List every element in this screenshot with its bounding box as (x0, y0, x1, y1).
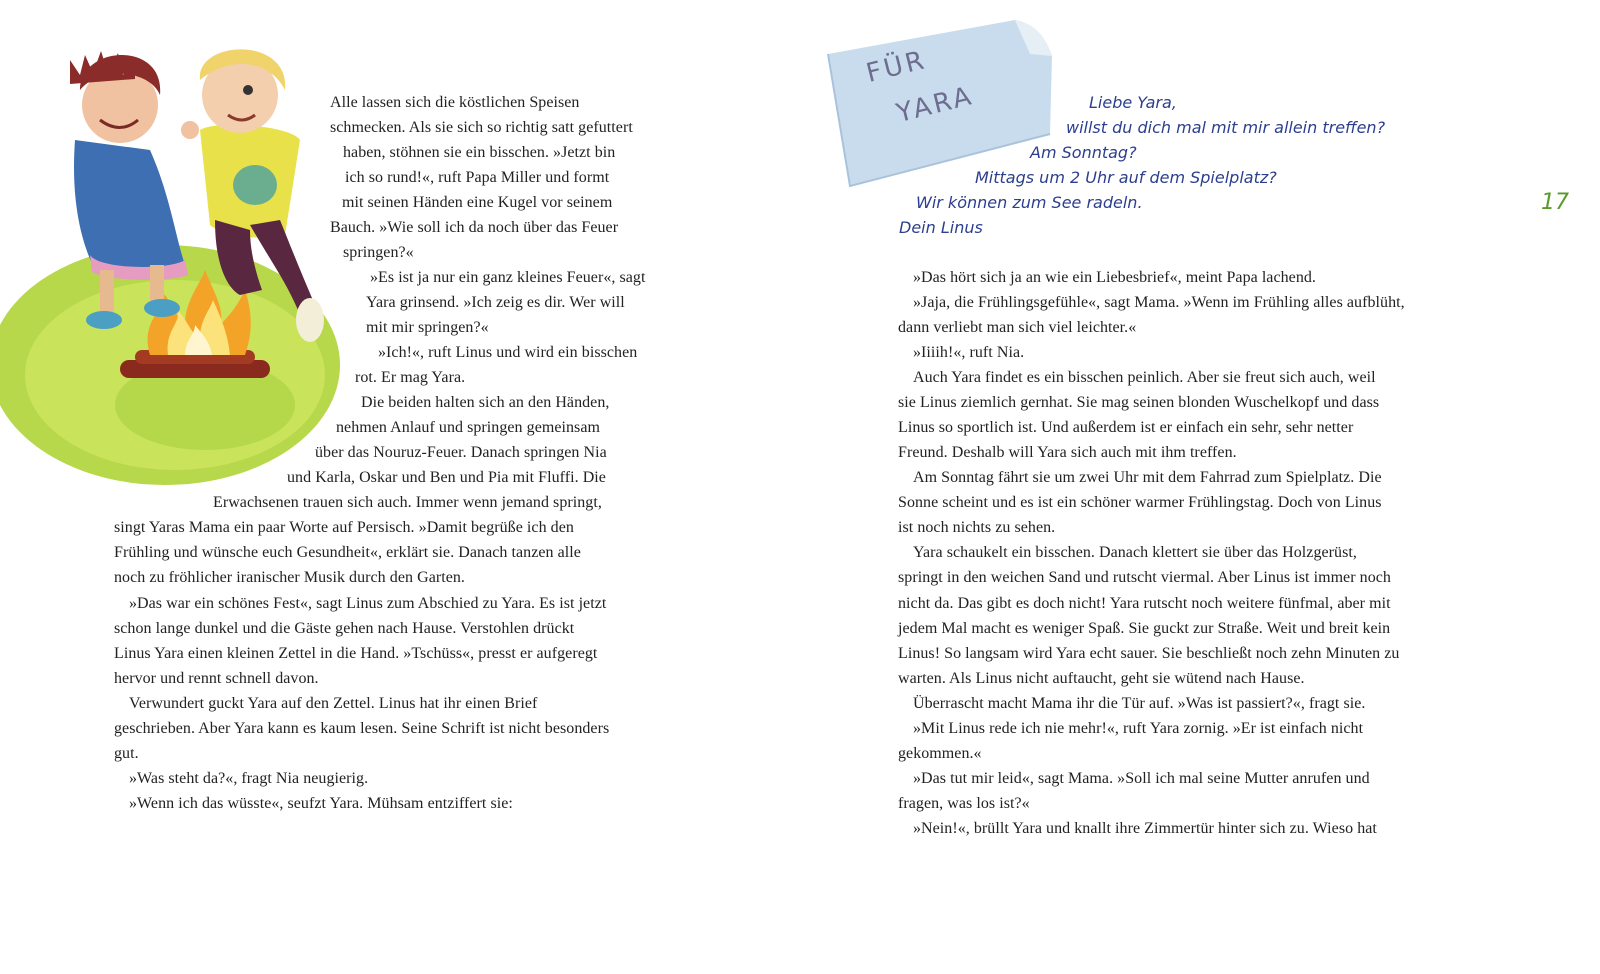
text-line: Am Sonntag fährt sie um zwei Uhr mit dem Fahrrad zum Spielplatz. Die (913, 469, 1382, 486)
text-line: fragen, was los ist?« (898, 795, 1030, 812)
text-line: »Was steht da?«, fragt Nia neugierig. (129, 770, 369, 787)
text-line: »Nein!«, brüllt Yara und knallt ihre Zimmertür hinter sich zu. Wieso hat (913, 820, 1377, 837)
letter-line: Liebe Yara, (1089, 93, 1177, 112)
text-line: ich so rund!«, ruft Papa Miller und formt (345, 169, 610, 186)
text-line: Auch Yara findet es ein bisschen peinlich. Aber sie freut sich auch, weil (913, 369, 1376, 386)
text-line: »Das hört sich ja an wie ein Liebesbrief«, meint Papa lachend. (913, 269, 1316, 286)
text-line: Verwundert guckt Yara auf den Zettel. Linus hat ihr einen Brief (129, 695, 538, 712)
text-line: Freund. Deshalb will Yara sich auch mit ihm treffen. (898, 444, 1237, 461)
text-line: »Ich!«, ruft Linus und wird ein bisschen (378, 344, 638, 361)
text-line: Alle lassen sich die köstlichen Speisen (330, 94, 580, 111)
text-line: Linus! So langsam wird Yara echt sauer. Sie beschließt noch zehn Minuten zu (898, 645, 1400, 662)
children-jumping-over-fire-illustration (0, 20, 340, 490)
text-line: Frühling und wünsche euch Gesundheit«, erklärt sie. Danach tanzen alle (114, 544, 581, 561)
text-line: Bauch. »Wie soll ich da noch über das Feuer (330, 219, 619, 236)
text-line: haben, stöhnen sie ein bisschen. »Jetzt bin (343, 144, 616, 161)
text-line: singt Yaras Mama ein paar Worte auf Persisch. »Damit begrüße ich den (114, 519, 574, 536)
text-line: Erwachsenen trauen sich auch. Immer wenn jemand springt, (213, 494, 602, 511)
text-line: Sonne scheint und es ist ein schöner warmer Frühlingstag. Doch von Linus (898, 494, 1382, 511)
note-card-label: YARA (893, 80, 977, 130)
text-line: schmecken. Als sie sich so richtig satt gefuttert (330, 119, 633, 136)
text-line: Linus so sportlich ist. Und außerdem ist er einfach ein sehr, sehr netter (898, 419, 1354, 436)
text-line: Linus Yara einen kleinen Zettel in die Hand. »Tschüss«, presst er aufgeregt (114, 645, 598, 662)
letter-line: Wir können zum See radeln. (916, 193, 1143, 212)
text-line: »Das war ein schönes Fest«, sagt Linus zum Abschied zu Yara. Es ist jetzt (129, 595, 607, 612)
text-line: über das Nouruz-Feuer. Danach springen Nia (315, 444, 607, 461)
text-line: rot. Er mag Yara. (355, 369, 466, 386)
text-line: schon lange dunkel und die Gäste gehen nach Hause. Verstohlen drückt (114, 620, 575, 637)
text-line: sie Linus ziemlich gernhat. Sie mag seinen blonden Wuschelkopf und dass (898, 394, 1380, 411)
text-line: mit mir springen?« (366, 319, 489, 336)
text-line: noch zu fröhlicher iranischer Musik durch den Garten. (114, 569, 465, 586)
text-line: »Das tut mir leid«, sagt Mama. »Soll ich mal seine Mutter anrufen und (913, 770, 1370, 787)
text-line: gekommen.« (898, 745, 982, 762)
letter-line: Dein Linus (899, 218, 983, 237)
text-line: ist noch nichts zu sehen. (898, 519, 1056, 536)
text-line: »Mit Linus rede ich nie mehr!«, ruft Yara zornig. »Er ist einfach nicht (913, 720, 1364, 737)
text-line: Überrascht macht Mama ihr die Tür auf. »Was ist passiert?«, fragt sie. (913, 695, 1366, 712)
text-line: nehmen Anlauf und springen gemeinsam (336, 419, 600, 436)
text-line: springt in den weichen Sand und rutscht viermal. Aber Linus ist immer noch (898, 569, 1391, 586)
text-line: »Es ist ja nur ein ganz kleines Feuer«, sagt (370, 269, 646, 286)
text-line: jedem Mal macht es weniger Spaß. Sie guckt zur Straße. Weit und breit kein (898, 620, 1391, 637)
text-line: geschrieben. Aber Yara kann es kaum lesen. Seine Schrift ist nicht besonders (114, 720, 610, 737)
letter-line: willst du dich mal mit mir allein treffen? (1066, 118, 1386, 137)
text-line: gut. (114, 745, 139, 762)
text-line: mit seinen Händen eine Kugel vor seinem (342, 194, 613, 211)
page-number: 17 (1541, 190, 1569, 215)
text-line: und Karla, Oskar und Ben und Pia mit Fluffi. Die (287, 469, 606, 486)
text-line: warten. Als Linus nicht auftaucht, geht sie wütend nach Hause. (898, 670, 1305, 687)
text-line: nicht da. Das gibt es doch nicht! Yara rutscht noch weitere fünfmal, aber mit (898, 595, 1391, 612)
letter-line: Am Sonntag? (1030, 143, 1137, 162)
letter-line: Mittags um 2 Uhr auf dem Spielplatz? (975, 168, 1277, 187)
text-line: Yara grinsend. »Ich zeig es dir. Wer will (366, 294, 625, 311)
text-line: »Iiiih!«, ruft Nia. (913, 344, 1025, 361)
text-line: hervor und rennt schnell davon. (114, 670, 319, 687)
text-line: Yara schaukelt ein bisschen. Danach klettert sie über das Holzgerüst, (913, 544, 1357, 561)
text-line: Die beiden halten sich an den Händen, (361, 394, 610, 411)
text-line: springen?« (343, 244, 414, 261)
note-card-label: FÜR (863, 45, 930, 89)
text-line: dann verliebt man sich viel leichter.« (898, 319, 1137, 336)
text-line: »Jaja, die Frühlingsgefühle«, sagt Mama. »Wenn im Frühling alles aufblüht, (913, 294, 1405, 311)
text-line: »Wenn ich das wüsste«, seufzt Yara. Mühsam entziffert sie: (129, 795, 513, 812)
